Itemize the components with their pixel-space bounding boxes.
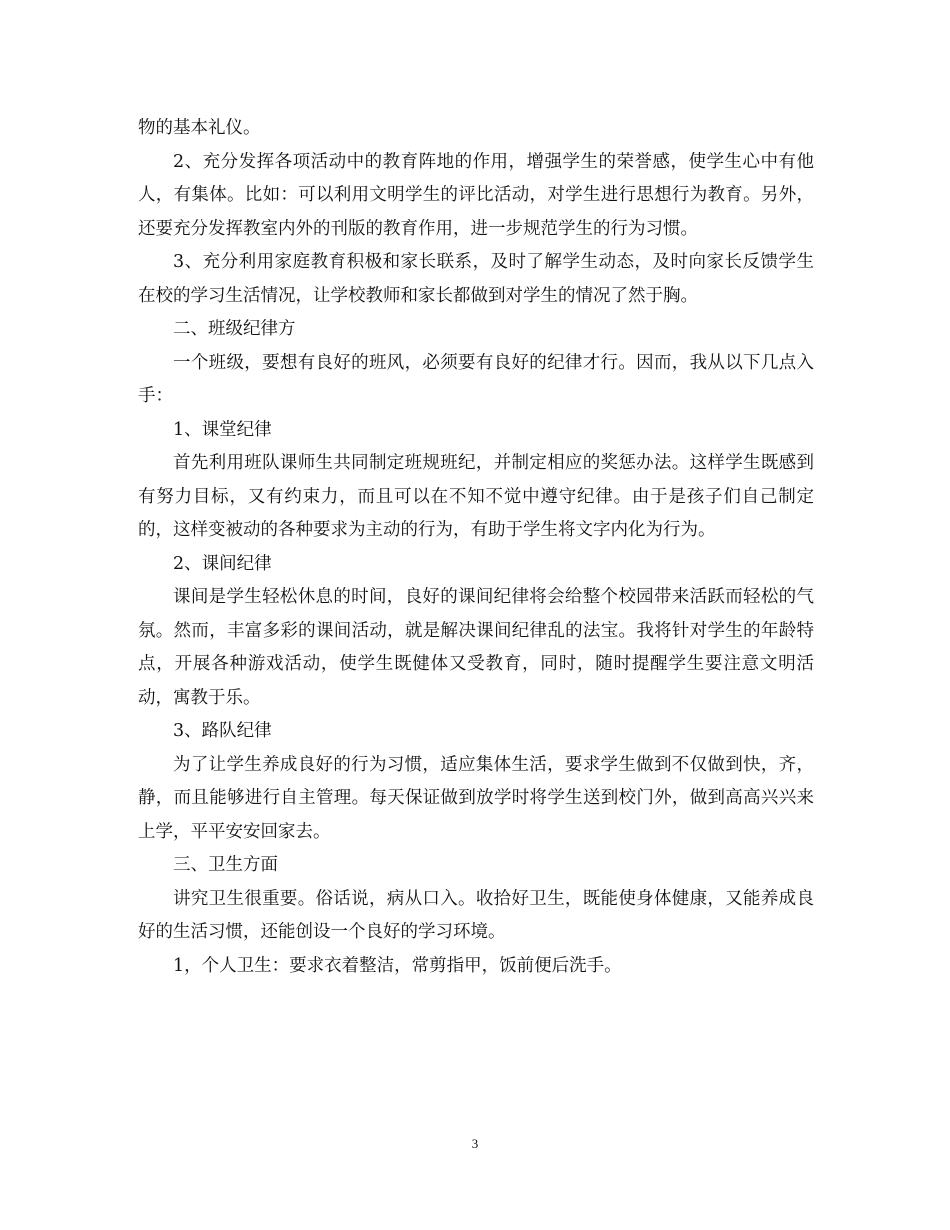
subsection-heading: 3、路队纪律 — [173, 721, 272, 741]
paragraph: 一个班级，要想有良好的班风，必须要有良好的纪律才行。因而，我从以下几点入手： — [138, 352, 814, 406]
page-number: 3 — [471, 1136, 479, 1151]
paragraph: 2、充分发挥各项活动中的教育阵地的作用，增强学生的荣誉感，使学生心中有他人，有集体。比如：可以利用文明学生的评比活动，对学生进行思想行为教育。另外，还要充分发挥教室内外的刊版的教育作用，进一步规范学生的行为习惯。 — [138, 151, 814, 239]
paragraph: 首先利用班队课师生共同制定班规班纪，并制定相应的奖惩办法。这样学生既感到有努力目标，又有约束力，而且可以在不知不觉中遵守纪律。由于是孩子们自己制定的，这样变被动的各种要求为主动的行为，有助于学生将文字内化为行为。 — [138, 453, 814, 540]
document-body — [138, 112, 814, 983]
section-heading: 二、班级纪律方 — [173, 319, 296, 339]
subsection-heading: 2、课间纪律 — [173, 553, 272, 574]
paragraph: 课间是学生轻松休息的时间，良好的课间纪律将会给整个校园带来活跃而轻松的气氛。然而，丰富多彩的课间活动，就是解决课间纪律乱的法宝。我将针对学生的年龄特点，开展各种游戏活动，使学生既健体又受教育，同时，随时提醒学生要注意文明活动，寓教于乐。 — [138, 587, 814, 708]
paragraph: 1，个人卫生：要求衣着整洁，常剪指甲，饭前便后洗手。 — [173, 955, 622, 976]
paragraph: 物的基本礼仪。 — [138, 118, 261, 138]
paragraph: 3、充分利用家庭教育积极和家长联系，及时了解学生动态，及时向家长反馈学生在校的学习生活情况，让学校教师和家长都做到对学生的情况了然于胸。 — [138, 252, 814, 306]
subsection-heading: 1、课堂纪律 — [173, 419, 272, 440]
paragraph: 为了让学生养成良好的行为习惯，适应集体生活，要求学生做到不仅做到快，齐，静，而且能够进行自主管理。每天保证做到放学时将学生送到校门外，做到高高兴兴来上学，平平安安回家去。 — [138, 754, 814, 842]
section-heading: 三、卫生方面 — [173, 855, 278, 875]
paragraph: 讲究卫生很重要。俗话说，病从口入。收拾好卫生，既能使身体健康，又能养成良好的生活习惯，还能创设一个良好的学习环境。 — [138, 888, 814, 942]
